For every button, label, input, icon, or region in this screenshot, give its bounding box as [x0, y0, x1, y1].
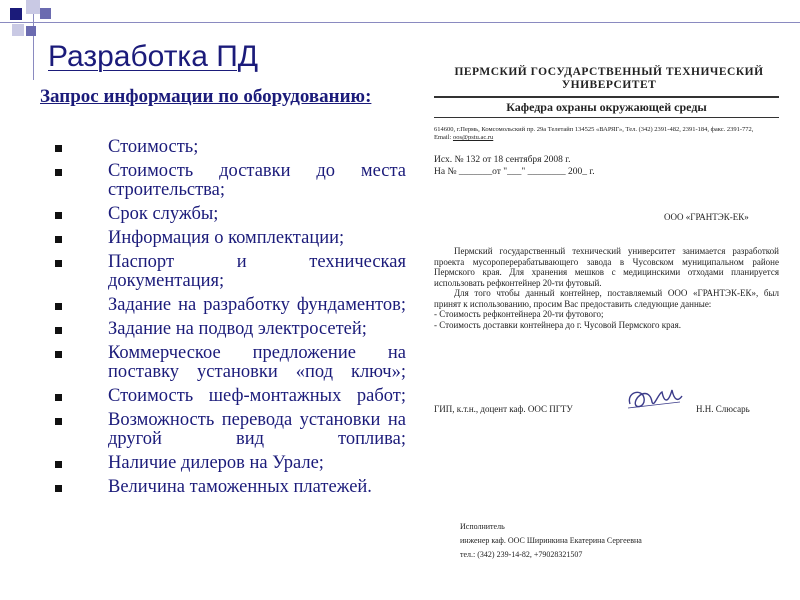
bullet-square-icon — [55, 351, 62, 358]
letter-item: - Стоимость доставки контейнера до г. Чусовой Пермского края. — [434, 319, 682, 330]
slide-title: Разработка ПД — [48, 40, 259, 73]
bullet-square-icon — [55, 169, 62, 176]
letter-university: ПЕРМСКИЙ ГОСУДАРСТВЕННЫЙ ТЕХНИЧЕСКИЙ УНИВЕРСИТЕТ — [454, 66, 764, 91]
list-item: Стоимость доставки до места строительства; — [48, 162, 406, 200]
bullet-square-icon — [55, 260, 62, 267]
letter-body — [434, 246, 779, 330]
list-item: Стоимость; — [48, 138, 406, 157]
list-item: Стоимость шеф-монтажных работ; — [48, 387, 406, 406]
letter-department: Кафедра охраны окружающей среды — [506, 100, 707, 114]
bullet-square-icon — [55, 327, 62, 334]
list-item: Наличие дилеров на Урале; — [48, 454, 406, 473]
letter-address: 614600, г.Пермь, Комсомольский пр. 29а Телетайп 134525 «ВАРЯГ», Тел. (342) 2391-482, 2391-184, факс. 2391-772, Email: oos@pstu.ac.ru — [434, 126, 754, 141]
bullet-square-icon — [55, 418, 62, 425]
bullet-square-icon — [55, 145, 62, 152]
letter-paragraph: Для того чтобы данный контейнер, поставляемый ООО «ГРАНТЭК-ЕК», был принят к использованию, просим Вас предоставить следующие данные: — [434, 288, 779, 309]
decor-square — [26, 26, 36, 36]
handwritten-signature-icon — [624, 382, 684, 416]
bullet-square-icon — [55, 461, 62, 468]
list-item: Возможность перевода установки на другой вид топлива; — [48, 411, 406, 449]
decor-square — [26, 0, 40, 14]
list-item: Задание на разработку фундаментов; — [48, 296, 406, 315]
bullet-square-icon — [55, 236, 62, 243]
list-item: Задание на подвод электросетей; — [48, 320, 406, 339]
letter-image — [424, 62, 792, 582]
bullet-square-icon — [55, 212, 62, 219]
list-item: Паспорт и техническая документация; — [48, 253, 406, 291]
letter-incoming-ref: На № _______от "___" ________ 200_ г. — [434, 167, 595, 177]
bullet-square-icon — [55, 303, 62, 310]
letter-divider — [434, 117, 779, 118]
letter-email: oos@pstu.ac.ru — [452, 134, 494, 141]
letter-recipient: ООО «ГРАНТЭК-ЕК» — [664, 212, 749, 222]
letter-divider — [434, 96, 779, 98]
list-item: Коммерческое предложение на поставку установки «под ключ»; — [48, 344, 406, 382]
bullet-square-icon — [55, 394, 62, 401]
list-item: Информация о комплектации; — [48, 229, 406, 248]
list-item: Срок службы; — [48, 205, 406, 224]
decor-square — [40, 8, 51, 19]
decor-square — [12, 24, 24, 36]
letter-item: - Стоимость рефконтейнера 20-ти футового; — [434, 309, 604, 319]
signer-role: ГИП, к.т.н., доцент каф. ООС ПГТУ — [434, 404, 573, 414]
signer-name: Н.Н. Слюсарь — [696, 404, 750, 414]
decor-square — [10, 8, 22, 20]
list-item: Величина таможенных платежей. — [48, 478, 406, 497]
decor-horizontal-line — [0, 22, 800, 23]
slide-subtitle: Запрос информации по оборудованию: — [40, 86, 372, 107]
requirements-list — [48, 138, 406, 502]
letter-outgoing-ref: Исх. № 132 от 18 сентября 2008 г. — [434, 155, 571, 165]
letter-executor: Исполнитель инженер каф. ООС Ширинкина Екатерина Сергеевна тел.: (342) 239-14-82, +79028321507 — [460, 522, 642, 559]
letter-paragraph: Пермский государственный технический университет занимается разработкой проекта мусороперерабатывающего завода в Чусовском муниципальном районе Пермского края. Для хранения мешков с медицинскими отходами планируется использовать рефконтейнер 20-ти футовый. — [434, 246, 779, 288]
bullet-square-icon — [55, 485, 62, 492]
